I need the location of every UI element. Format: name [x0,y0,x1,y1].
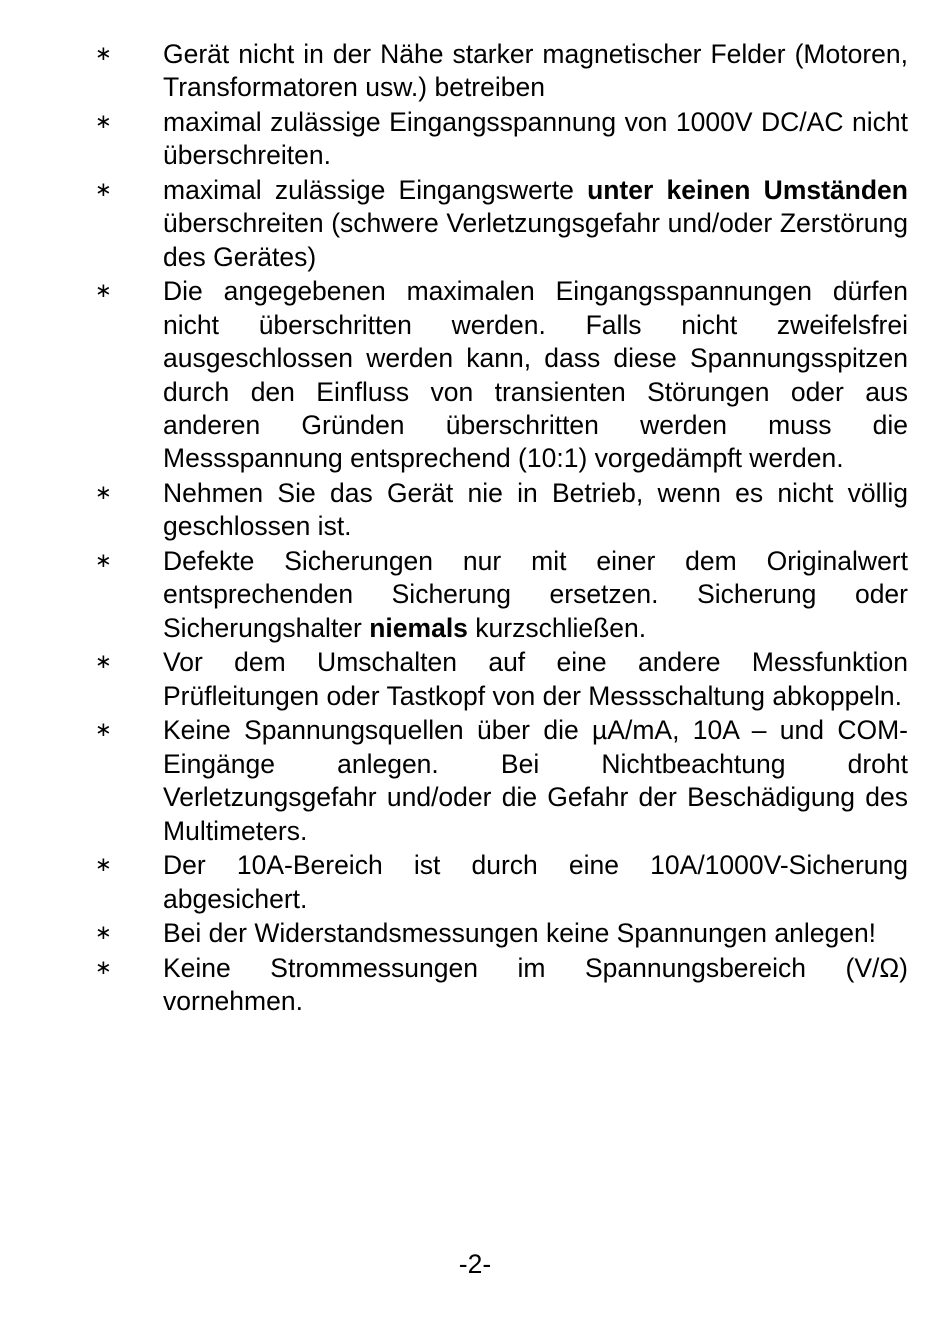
list-item-text [163,953,908,1016]
text-run: maximal zulässige Eingangswerte [163,175,588,205]
bullet-asterisk-icon: ∗ [95,922,112,945]
list-item [95,714,908,848]
bullet-asterisk-icon: ∗ [95,651,112,674]
text-run: Nehmen Sie das Gerät nie in Betrieb, wenn es nicht völlig geschlossen ist. [163,478,908,542]
text-run: maximal zulässige Eingangsspannung von 1000V DC/AC nicht überschreiten. [163,107,908,171]
bullet-asterisk-icon: ∗ [95,719,112,742]
safety-instructions-list [0,38,950,1020]
list-item-text [163,107,908,170]
page-number: -2- [458,1249,492,1279]
text-run: Keine Spannungsquellen über die µA/mA, 10A – und COM-Eingänge anlegen. Bei Nichtbeachtung droht Verletzungsgefahr und/oder die Gefahr der Beschädigung des Multimeters. [163,715,908,846]
list-item-text [163,478,908,541]
text-run: Vor dem Umschalten auf eine andere Messfunktion Prüfleitungen oder Tastkopf von der Messschaltung abkoppeln. [163,647,908,711]
list-item-text [163,39,908,102]
list-item [95,849,908,916]
list-item-text [163,546,908,643]
list-item [95,917,908,950]
text-run: Keine Strommessungen im Spannungsbereich (V/Ω) vornehmen. [163,952,908,1017]
emphasis-text: niemals [369,612,468,643]
list-item [95,38,908,105]
list-item [95,174,908,274]
bullet-list [0,38,950,1019]
emphasis-text: unter keinen Umständen [587,175,908,205]
list-item [95,275,908,475]
list-item-text [163,918,876,948]
text-run: Gerät nicht in der Nähe starker magnetischer Felder (Motoren, Transformatoren usw.) betreiben [163,39,908,103]
bullet-asterisk-icon: ∗ [95,854,112,877]
list-item [95,952,908,1019]
text-run: Die angegebenen maximalen Eingangsspannungen dürfen nicht überschritten werden. Falls nicht zweifelsfrei ausgeschlossen werden kann, dass diese Spannungsspitzen durch den Einfluss von transienten Störungen oder aus anderen Gründen überschritten werden muss die Messspannung entsprechend (10:1) vorgedämpft werden. [163,276,908,474]
bullet-asterisk-icon: ∗ [95,179,112,201]
text-run: kurzschließen. [467,612,647,643]
text-run: Bei der Widerstandsmessungen keine Spannungen anlegen! [163,918,877,949]
bullet-asterisk-icon: ∗ [95,550,112,573]
list-item [95,646,908,713]
bullet-asterisk-icon: ∗ [95,43,112,65]
bullet-asterisk-icon: ∗ [95,956,112,979]
list-item-text [163,647,908,710]
text-run: Der 10A-Bereich ist durch eine 10A/1000V-Sicherung abgesichert. [163,850,908,914]
text-run: Defekte Sicherungen nur mit einer dem Originalwert entsprechenden Sicherung ersetzen. Sicherung oder Sicherungshalter [163,546,908,643]
list-item [95,106,908,173]
list-item-text [163,175,908,272]
list-item-text [163,276,908,473]
bullet-asterisk-icon: ∗ [95,280,112,303]
list-item [95,545,908,645]
text-run: überschreiten (schwere Verletzungsgefahr und/oder Zerstörung des Gerätes) [163,208,908,272]
list-item-text [163,850,908,913]
bullet-asterisk-icon: ∗ [95,111,112,133]
list-item-text [163,715,908,845]
bullet-asterisk-icon: ∗ [95,482,112,505]
list-item [95,477,908,544]
